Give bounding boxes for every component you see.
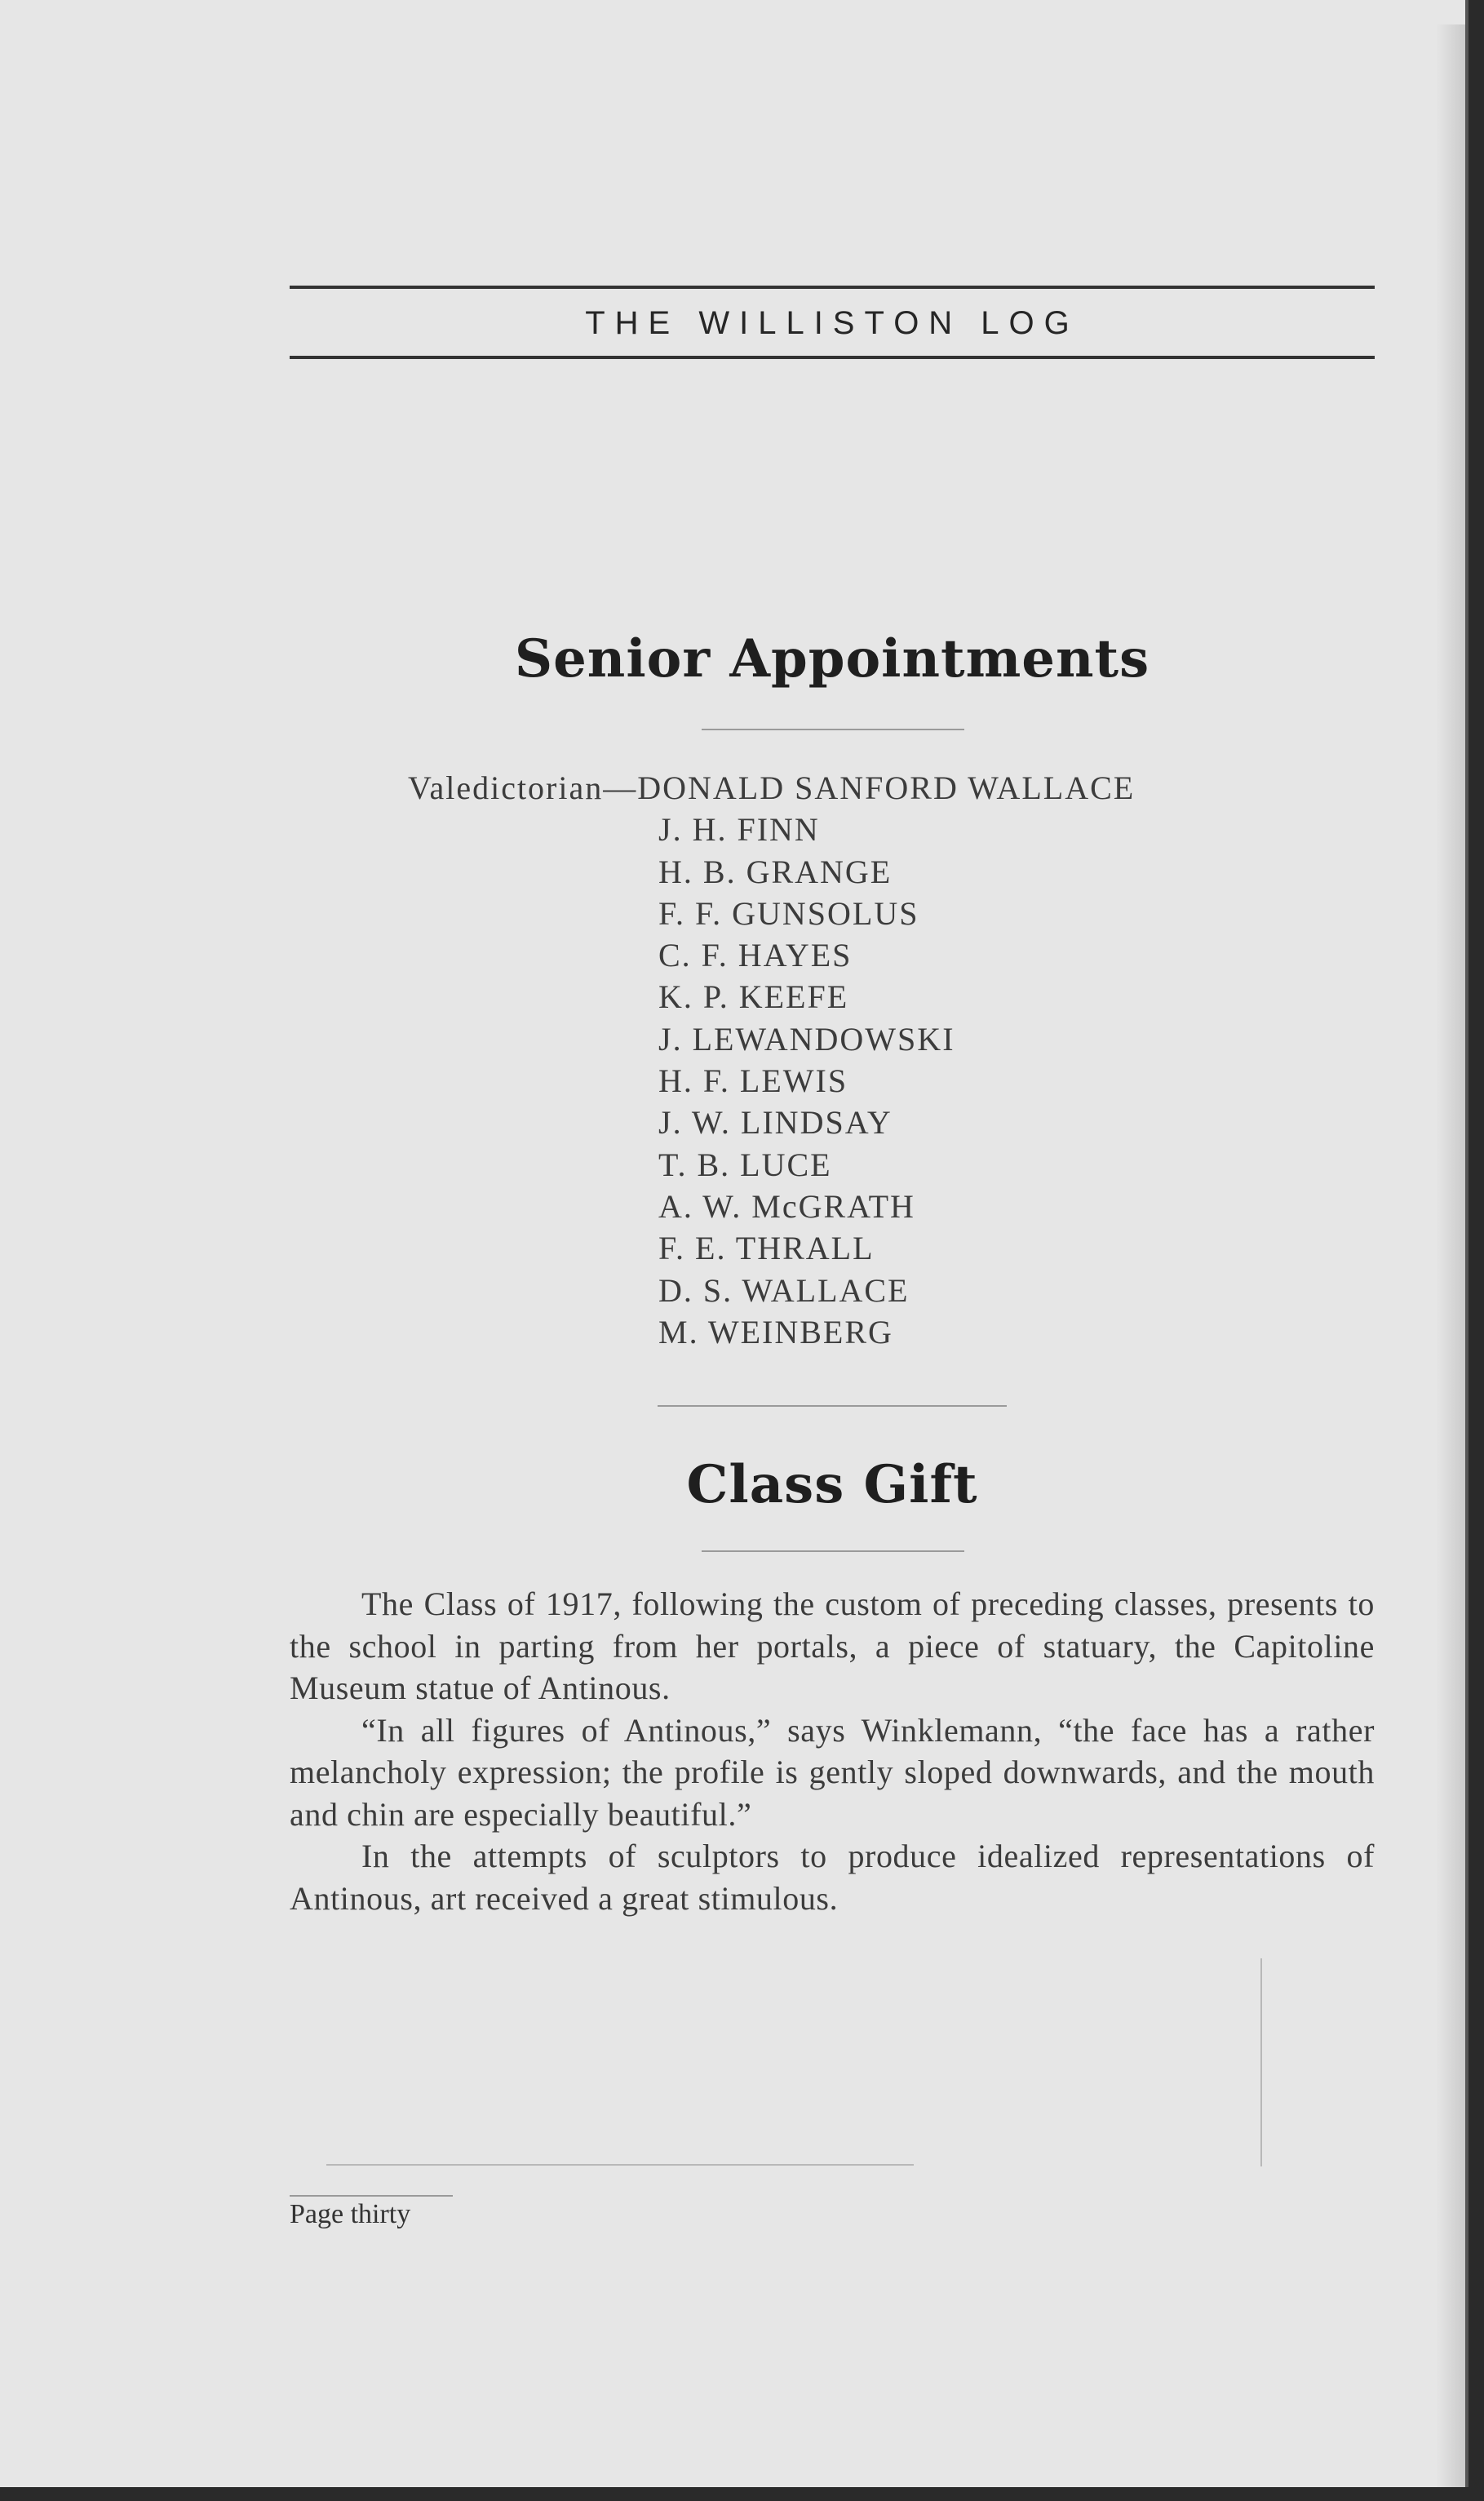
appointee-name: T. B. LUCE <box>658 1146 832 1183</box>
appointee-name: F. F. GUNSOLUS <box>658 894 919 932</box>
scan-smudge <box>326 2164 914 2166</box>
class-gift-text <box>290 1583 1375 1919</box>
paragraph: “In all figures of Antinous,” says Winklemann, “the face has a rather melancholy expression; the profile is gently sloped downwards, and the mouth and chin are especially beautiful.” <box>290 1711 1375 1833</box>
page-edge-shadow <box>1436 24 1465 2487</box>
appointments-list <box>408 767 1387 1350</box>
heading-underline-rule <box>702 1550 964 1552</box>
class-gift-heading: Class Gift <box>686 1454 978 1515</box>
folio-rule <box>290 2195 453 2197</box>
heading-underline-rule <box>702 729 964 730</box>
appointee-name: D. S. WALLACE <box>658 1271 910 1309</box>
scan-smudge <box>1260 1958 1262 2166</box>
appointee-name: F. E. THRALL <box>658 1230 875 1267</box>
running-title: THE WILLISTON LOG <box>585 305 1079 341</box>
appointee-name: M. WEINBERG <box>658 1313 893 1350</box>
appointee-name: H. F. LEWIS <box>658 1062 848 1100</box>
appointee-name: J. H. FINN <box>658 811 820 849</box>
paragraph: In the attempts of sculptors to produce idealized representations of Antinous, art received a great stimulous. <box>290 1838 1375 1917</box>
senior-appointments-heading: Senior Appointments <box>514 628 1150 690</box>
section-divider-rule <box>658 1405 1007 1407</box>
valedictorian-label: Valedictorian— <box>408 769 638 806</box>
appointee-name: K. P. KEEFE <box>658 978 849 1016</box>
appointee-name: A. W. McGRATH <box>658 1187 915 1225</box>
appointee-name: J. LEWANDOWSKI <box>658 1020 955 1058</box>
appointee-name: J. W. LINDSAY <box>658 1104 893 1142</box>
valedictorian-name: DONALD SANFORD WALLACE <box>637 769 1136 806</box>
valedictorian-line <box>408 767 1387 809</box>
appointee-name: H. B. GRANGE <box>658 853 893 890</box>
running-header <box>290 286 1375 359</box>
page-number: Page thirty <box>290 2199 411 2229</box>
appointee-names <box>658 809 955 1353</box>
paragraph: The Class of 1917, following the custom of preceding classes, presents to the school in parting from her portals, a piece of statuary, the Capitoline Museum statue of Antinous. <box>290 1585 1375 1706</box>
appointee-name: C. F. HAYES <box>658 937 853 974</box>
